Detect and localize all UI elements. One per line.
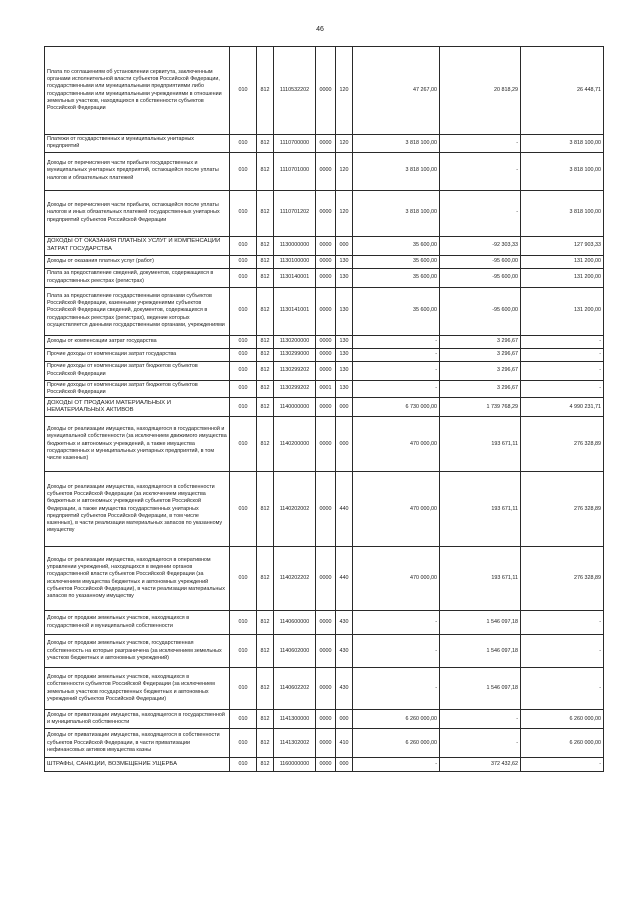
admin-code: 812 bbox=[257, 236, 274, 255]
program-code: 0000 bbox=[316, 729, 336, 758]
admin-code: 812 bbox=[257, 547, 274, 611]
approved-amount: - bbox=[353, 335, 440, 348]
kbk-code: 1140602000 bbox=[274, 635, 316, 668]
executed-amount: 1 546 097,18 bbox=[440, 611, 521, 635]
row-name: Плата за предоставление государственными органами субъектов Российской Федерации, казенными учреждениями субъектов Российской Федерации сведений, документов, содержащихся в государственных реестрах (регистрах), ведение которых осуществляется данными государственными органами, учреждениями bbox=[45, 287, 230, 335]
chapter-code: 010 bbox=[230, 547, 257, 611]
kosgu-code: 000 bbox=[336, 417, 353, 472]
admin-code: 812 bbox=[257, 472, 274, 547]
approved-amount: - bbox=[353, 380, 440, 398]
kbk-code: 1160000000 bbox=[274, 758, 316, 772]
table-row bbox=[45, 635, 604, 668]
row-name: ДОХОДЫ ОТ ОКАЗАНИЯ ПЛАТНЫХ УСЛУГ И КОМПЕНСАЦИИ ЗАТРАТ ГОСУДАРСТВА bbox=[45, 236, 230, 255]
kosgu-code: 120 bbox=[336, 152, 353, 190]
kosgu-code: 130 bbox=[336, 287, 353, 335]
remaining-amount: 131 200,00 bbox=[521, 287, 604, 335]
program-code: 0000 bbox=[316, 255, 336, 268]
chapter-code: 010 bbox=[230, 668, 257, 710]
chapter-code: 010 bbox=[230, 348, 257, 361]
table-row bbox=[45, 710, 604, 729]
table-row bbox=[45, 758, 604, 772]
chapter-code: 010 bbox=[230, 335, 257, 348]
table-row bbox=[45, 668, 604, 710]
kbk-code: 1141300000 bbox=[274, 710, 316, 729]
chapter-code: 010 bbox=[230, 135, 257, 153]
admin-code: 812 bbox=[257, 335, 274, 348]
kosgu-code: 120 bbox=[336, 190, 353, 236]
approved-amount: 3 818 100,00 bbox=[353, 152, 440, 190]
row-name: Плата за предоставление сведений, документов, содержащихся в государственных реестрах (регистрах) bbox=[45, 268, 230, 287]
remaining-amount: 3 818 100,00 bbox=[521, 135, 604, 153]
table-row bbox=[45, 255, 604, 268]
remaining-amount: - bbox=[521, 348, 604, 361]
executed-amount: - bbox=[440, 135, 521, 153]
row-name: Доходы от перечисления части прибыли государственных и муниципальных унитарных предприятий, остающейся после уплаты налогов и обязательных платежей bbox=[45, 152, 230, 190]
kosgu-code: 430 bbox=[336, 635, 353, 668]
chapter-code: 010 bbox=[230, 152, 257, 190]
table-row bbox=[45, 236, 604, 255]
revenue-table bbox=[44, 46, 604, 772]
program-code: 0000 bbox=[316, 547, 336, 611]
executed-amount: 3 296,67 bbox=[440, 361, 521, 380]
executed-amount: 193 671,11 bbox=[440, 417, 521, 472]
approved-amount: 35 600,00 bbox=[353, 255, 440, 268]
table-row bbox=[45, 135, 604, 153]
kbk-code: 1110700000 bbox=[274, 135, 316, 153]
approved-amount: 3 818 100,00 bbox=[353, 190, 440, 236]
executed-amount: 20 818,29 bbox=[440, 47, 521, 135]
admin-code: 812 bbox=[257, 47, 274, 135]
kosgu-code: 000 bbox=[336, 758, 353, 772]
table-row bbox=[45, 190, 604, 236]
kosgu-code: 130 bbox=[336, 255, 353, 268]
admin-code: 812 bbox=[257, 135, 274, 153]
admin-code: 812 bbox=[257, 380, 274, 398]
row-name: Платежи от государственных и муниципальных унитарных предприятий bbox=[45, 135, 230, 153]
table-row bbox=[45, 611, 604, 635]
kosgu-code: 440 bbox=[336, 547, 353, 611]
program-code: 0000 bbox=[316, 348, 336, 361]
executed-amount: 3 296,67 bbox=[440, 348, 521, 361]
approved-amount: 470 000,00 bbox=[353, 547, 440, 611]
program-code: 0000 bbox=[316, 287, 336, 335]
program-code: 0000 bbox=[316, 361, 336, 380]
kosgu-code: 000 bbox=[336, 710, 353, 729]
chapter-code: 010 bbox=[230, 398, 257, 417]
executed-amount: 193 671,11 bbox=[440, 547, 521, 611]
approved-amount: - bbox=[353, 668, 440, 710]
approved-amount: 470 000,00 bbox=[353, 417, 440, 472]
kbk-code: 1140600000 bbox=[274, 611, 316, 635]
executed-amount: - bbox=[440, 190, 521, 236]
remaining-amount: 127 903,33 bbox=[521, 236, 604, 255]
chapter-code: 010 bbox=[230, 758, 257, 772]
executed-amount: 1 546 097,18 bbox=[440, 668, 521, 710]
remaining-amount: 6 260 000,00 bbox=[521, 729, 604, 758]
row-name: ДОХОДЫ ОТ ПРОДАЖИ МАТЕРИАЛЬНЫХ И НЕМАТЕРИАЛЬНЫХ АКТИВОВ bbox=[45, 398, 230, 417]
executed-amount: - bbox=[440, 710, 521, 729]
admin-code: 812 bbox=[257, 268, 274, 287]
chapter-code: 010 bbox=[230, 190, 257, 236]
approved-amount: 35 600,00 bbox=[353, 236, 440, 255]
remaining-amount: - bbox=[521, 361, 604, 380]
program-code: 0000 bbox=[316, 398, 336, 417]
remaining-amount: - bbox=[521, 668, 604, 710]
remaining-amount: - bbox=[521, 758, 604, 772]
kbk-code: 1140202002 bbox=[274, 472, 316, 547]
remaining-amount: - bbox=[521, 380, 604, 398]
row-name: Доходы от перечисления части прибыли, остающейся после уплаты налогов и иных обязательных платежей государственных унитарных предприятий субъектов Российской Федерации bbox=[45, 190, 230, 236]
table-row bbox=[45, 335, 604, 348]
table-row bbox=[45, 361, 604, 380]
row-name: Плата по соглашениям об установлении сервитута, заключенным органами исполнительной власти субъектов Российской Федерации, государственными или муниципальными предприятиями либо государственными или муниципальными учреждениями в отношении земельных участков, находящихся в собственности субъектов Российской Федерации bbox=[45, 47, 230, 135]
kbk-code: 1140202202 bbox=[274, 547, 316, 611]
kbk-code: 1130140001 bbox=[274, 268, 316, 287]
admin-code: 812 bbox=[257, 190, 274, 236]
chapter-code: 010 bbox=[230, 236, 257, 255]
kbk-code: 1130200000 bbox=[274, 335, 316, 348]
executed-amount: 3 296,67 bbox=[440, 335, 521, 348]
table-row bbox=[45, 152, 604, 190]
program-code: 0000 bbox=[316, 758, 336, 772]
approved-amount: 35 600,00 bbox=[353, 268, 440, 287]
row-name: Доходы от продажи земельных участков, находящихся в собственности субъектов Российской Федерации (за исключением земельных участков государственных бюджетных и автономных учреждений субъектов Российской Федерации) bbox=[45, 668, 230, 710]
remaining-amount: 3 818 100,00 bbox=[521, 152, 604, 190]
approved-amount: 6 260 000,00 bbox=[353, 729, 440, 758]
remaining-amount: - bbox=[521, 611, 604, 635]
admin-code: 812 bbox=[257, 287, 274, 335]
row-name: Прочие доходы от компенсации затрат государства bbox=[45, 348, 230, 361]
program-code: 0000 bbox=[316, 236, 336, 255]
table-row bbox=[45, 398, 604, 417]
admin-code: 812 bbox=[257, 758, 274, 772]
admin-code: 812 bbox=[257, 417, 274, 472]
table-row bbox=[45, 380, 604, 398]
approved-amount: 3 818 100,00 bbox=[353, 135, 440, 153]
chapter-code: 010 bbox=[230, 287, 257, 335]
row-name: Доходы от реализации имущества, находящегося в государственной и муниципальной собственности (за исключением движимого имущества бюджетных и автономных учреждений, а также имущества государственных и муниципальных унитарных предприятий, в том числе казенных) bbox=[45, 417, 230, 472]
admin-code: 812 bbox=[257, 611, 274, 635]
admin-code: 812 bbox=[257, 710, 274, 729]
remaining-amount: - bbox=[521, 335, 604, 348]
kosgu-code: 440 bbox=[336, 472, 353, 547]
row-name: Прочие доходы от компенсации затрат бюджетов субъектов Российской Федерации bbox=[45, 361, 230, 380]
program-code: 0000 bbox=[316, 47, 336, 135]
row-name: Доходы от приватизации имущества, находящегося в собственности субъектов Российской Федерации, в части приватизации нефинансовых активов имущества казны bbox=[45, 729, 230, 758]
program-code: 0000 bbox=[316, 335, 336, 348]
kosgu-code: 000 bbox=[336, 236, 353, 255]
table-row bbox=[45, 417, 604, 472]
row-name: Доходы от компенсации затрат государства bbox=[45, 335, 230, 348]
remaining-amount: 131 200,00 bbox=[521, 255, 604, 268]
kbk-code: 1140200000 bbox=[274, 417, 316, 472]
chapter-code: 010 bbox=[230, 47, 257, 135]
program-code: 0000 bbox=[316, 190, 336, 236]
remaining-amount: 276 328,89 bbox=[521, 417, 604, 472]
kbk-code: 1130299000 bbox=[274, 348, 316, 361]
row-name: Доходы от продажи земельных участков, государственная собственность на которые разграничена (за исключением земельных участков бюджетных и автономных учреждений) bbox=[45, 635, 230, 668]
chapter-code: 010 bbox=[230, 380, 257, 398]
executed-amount: -95 600,00 bbox=[440, 287, 521, 335]
executed-amount: 1 546 097,18 bbox=[440, 635, 521, 668]
row-name: Доходы от продажи земельных участков, находящихся в государственной и муниципальной собственности bbox=[45, 611, 230, 635]
admin-code: 812 bbox=[257, 152, 274, 190]
program-code: 0000 bbox=[316, 152, 336, 190]
kbk-code: 1140000000 bbox=[274, 398, 316, 417]
chapter-code: 010 bbox=[230, 611, 257, 635]
executed-amount: 193 671,11 bbox=[440, 472, 521, 547]
approved-amount: 470 000,00 bbox=[353, 472, 440, 547]
executed-amount: - bbox=[440, 729, 521, 758]
executed-amount: 1 739 768,29 bbox=[440, 398, 521, 417]
kosgu-code: 430 bbox=[336, 611, 353, 635]
kbk-code: 1130141001 bbox=[274, 287, 316, 335]
executed-amount: -95 600,00 bbox=[440, 268, 521, 287]
admin-code: 812 bbox=[257, 398, 274, 417]
program-code: 0000 bbox=[316, 472, 336, 547]
approved-amount: 6 730 000,00 bbox=[353, 398, 440, 417]
remaining-amount: 131 200,00 bbox=[521, 268, 604, 287]
kosgu-code: 120 bbox=[336, 135, 353, 153]
row-name: Доходы от оказания платных услуг (работ) bbox=[45, 255, 230, 268]
page-number: 46 bbox=[316, 26, 324, 33]
program-code: 0001 bbox=[316, 380, 336, 398]
kosgu-code: 130 bbox=[336, 335, 353, 348]
chapter-code: 010 bbox=[230, 472, 257, 547]
approved-amount: 6 260 000,00 bbox=[353, 710, 440, 729]
kbk-code: 1110701000 bbox=[274, 152, 316, 190]
remaining-amount: 276 328,89 bbox=[521, 547, 604, 611]
program-code: 0000 bbox=[316, 710, 336, 729]
kosgu-code: 130 bbox=[336, 348, 353, 361]
table-row bbox=[45, 287, 604, 335]
kosgu-code: 120 bbox=[336, 47, 353, 135]
program-code: 0000 bbox=[316, 611, 336, 635]
chapter-code: 010 bbox=[230, 729, 257, 758]
kbk-code: 1141302002 bbox=[274, 729, 316, 758]
chapter-code: 010 bbox=[230, 268, 257, 287]
executed-amount: 372 432,62 bbox=[440, 758, 521, 772]
kosgu-code: 130 bbox=[336, 380, 353, 398]
kbk-code: 1130000000 bbox=[274, 236, 316, 255]
kbk-code: 1130100000 bbox=[274, 255, 316, 268]
remaining-amount: 6 260 000,00 bbox=[521, 710, 604, 729]
row-name: Доходы от реализации имущества, находящегося в оперативном управлении учреждений, находящихся в ведении органов государственной власти субъектов Российской Федерации (за исключением имущества бюджетных и автономных учреждений субъектов Российской Федерации), в части реализации материальных запасов по указанному имуществу bbox=[45, 547, 230, 611]
approved-amount: - bbox=[353, 361, 440, 380]
kosgu-code: 430 bbox=[336, 668, 353, 710]
approved-amount: - bbox=[353, 635, 440, 668]
admin-code: 812 bbox=[257, 348, 274, 361]
chapter-code: 010 bbox=[230, 361, 257, 380]
approved-amount: 47 267,00 bbox=[353, 47, 440, 135]
table-row bbox=[45, 729, 604, 758]
program-code: 0000 bbox=[316, 135, 336, 153]
remaining-amount: 3 818 100,00 bbox=[521, 190, 604, 236]
admin-code: 812 bbox=[257, 668, 274, 710]
kbk-code: 1130299202 bbox=[274, 380, 316, 398]
remaining-amount: 4 990 231,71 bbox=[521, 398, 604, 417]
kbk-code: 1140602202 bbox=[274, 668, 316, 710]
program-code: 0000 bbox=[316, 268, 336, 287]
admin-code: 812 bbox=[257, 255, 274, 268]
table-row bbox=[45, 348, 604, 361]
approved-amount: - bbox=[353, 611, 440, 635]
program-code: 0000 bbox=[316, 417, 336, 472]
remaining-amount: 276 328,89 bbox=[521, 472, 604, 547]
kbk-code: 1110701202 bbox=[274, 190, 316, 236]
chapter-code: 010 bbox=[230, 255, 257, 268]
approved-amount: 35 600,00 bbox=[353, 287, 440, 335]
approved-amount: - bbox=[353, 348, 440, 361]
admin-code: 812 bbox=[257, 635, 274, 668]
table-row bbox=[45, 472, 604, 547]
row-name: Доходы от приватизации имущества, находящегося в государственной и муниципальной собственности bbox=[45, 710, 230, 729]
chapter-code: 010 bbox=[230, 710, 257, 729]
kosgu-code: 000 bbox=[336, 398, 353, 417]
kosgu-code: 410 bbox=[336, 729, 353, 758]
program-code: 0000 bbox=[316, 668, 336, 710]
table-row bbox=[45, 268, 604, 287]
executed-amount: -92 303,33 bbox=[440, 236, 521, 255]
admin-code: 812 bbox=[257, 729, 274, 758]
kosgu-code: 130 bbox=[336, 268, 353, 287]
table-row bbox=[45, 47, 604, 135]
chapter-code: 010 bbox=[230, 417, 257, 472]
kbk-code: 1110532202 bbox=[274, 47, 316, 135]
kbk-code: 1130299202 bbox=[274, 361, 316, 380]
remaining-amount: 26 448,71 bbox=[521, 47, 604, 135]
executed-amount: - bbox=[440, 152, 521, 190]
table-row bbox=[45, 547, 604, 611]
approved-amount: - bbox=[353, 758, 440, 772]
chapter-code: 010 bbox=[230, 635, 257, 668]
row-name: Доходы от реализации имущества, находящегося в собственности субъектов Российской Федерации (за исключением имущества бюджетных и автономных учреждений субъектов Российской Федерации, а также имущества государственных унитарных предприятий субъектов Российской Федерации, в том числе казенных), в части реализации материальных запасов по указанному имуществу bbox=[45, 472, 230, 547]
remaining-amount: - bbox=[521, 635, 604, 668]
row-name: Прочие доходы от компенсации затрат бюджетов субъектов Российской Федерации bbox=[45, 380, 230, 398]
kosgu-code: 130 bbox=[336, 361, 353, 380]
program-code: 0000 bbox=[316, 635, 336, 668]
executed-amount: -95 600,00 bbox=[440, 255, 521, 268]
row-name: ШТРАФЫ, САНКЦИИ, ВОЗМЕЩЕНИЕ УЩЕРБА bbox=[45, 758, 230, 772]
admin-code: 812 bbox=[257, 361, 274, 380]
executed-amount: 3 296,67 bbox=[440, 380, 521, 398]
